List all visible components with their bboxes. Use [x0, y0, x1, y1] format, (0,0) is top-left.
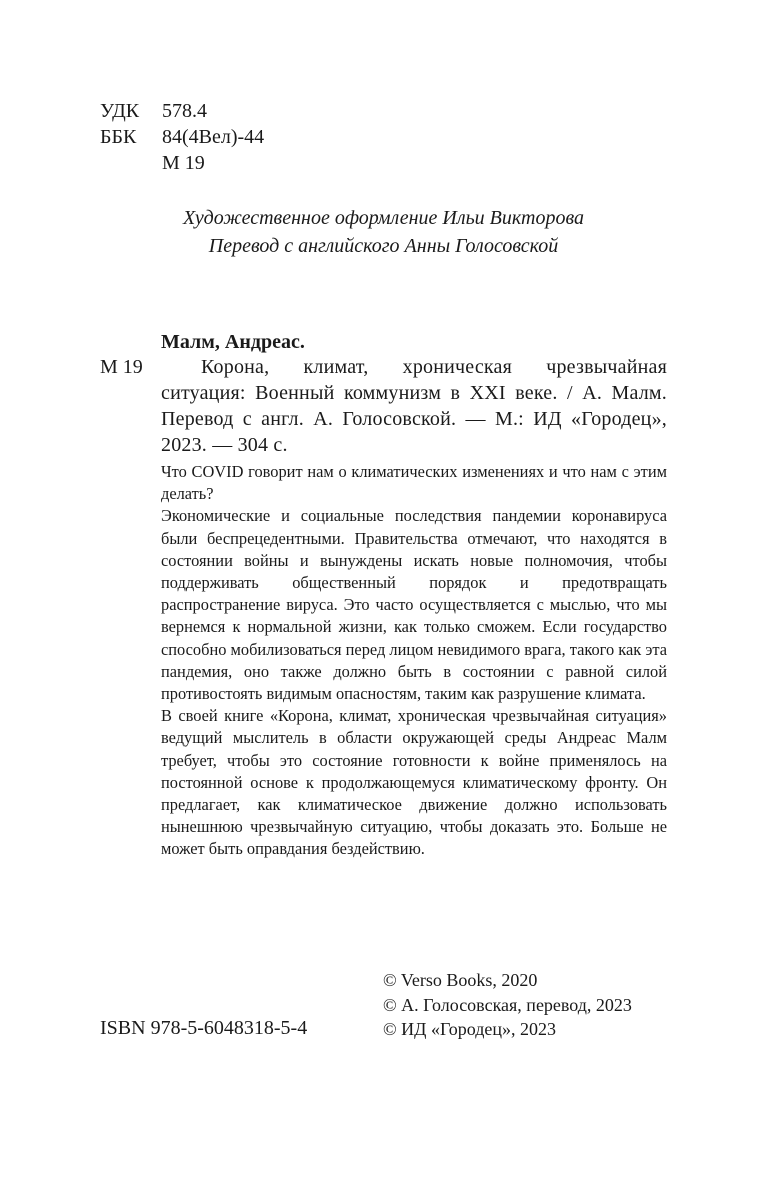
- isbn: ISBN 978-5-6048318-5-4: [100, 1017, 308, 1039]
- udk-row: [100, 98, 264, 124]
- classification-block: [100, 98, 264, 176]
- annotation: [161, 461, 667, 861]
- author-mark: М 19: [162, 152, 205, 174]
- annotation-paragraph: Экономические и социальные последствия пандемии коронавируса были беспрецедентными. Правительства отмечают, что находятся в состоянии войны и вынуждены искать новые полномочия, чтобы поддерживать общественный порядок и предотвращать распространение вируса. Это часто осуществляется с мыслью, что мы вернемся к нормальной жизни, как только сможем. Если государство способно мобилизоваться перед лицом невидимого врага, такого как эта пандемия, оно также должно быть в состоянии с равной силой противостоять видимым опасностям, таким как разрушение климата.: [161, 506, 668, 704]
- author-heading: Малм, Андреас.: [161, 331, 305, 353]
- credits-block: [100, 204, 667, 260]
- bbk-row: [100, 124, 264, 150]
- copyright-line: © А. Голосовская, перевод, 2023: [383, 994, 632, 1015]
- bibliographic-description: Корона, климат, хроническая чрезвычайная ситуация: Военный коммунизм в XXI веке. / А. Малм. Перевод с англ. А. Голосовской. — М.: ИД «Городец», 2023. — 304 с.: [161, 356, 667, 456]
- udk-label: УДК: [100, 100, 140, 122]
- author-mark-row: [100, 150, 264, 176]
- bbk-label: ББК: [100, 126, 137, 148]
- translation-credit: Перевод с английского Анны Голосовской: [208, 235, 559, 257]
- bbk-value: 84(4Вел)-44: [162, 126, 265, 148]
- copyright-block: [383, 968, 632, 1042]
- copyright-line: © Verso Books, 2020: [383, 970, 538, 990]
- copyright-line: © ИД «Городец», 2023: [383, 1019, 557, 1039]
- udk-value: 578.4: [162, 100, 207, 122]
- design-credit: Художественное оформление Ильи Викторова: [183, 207, 584, 229]
- cutter-mark: М 19: [100, 356, 143, 378]
- annotation-paragraph: Что COVID говорит нам о климатических изменениях и что нам с этим делать?: [161, 462, 667, 504]
- annotation-paragraph: В своей книге «Корона, климат, хроническая чрезвычайная ситуация» ведущий мыслитель в области окружающей среды Андреас Малм требует, чтобы это состояние готовности к войне применялось на постоянной основе к продолжающемуся климатическому фронту. Он предлагает, как климатическое движение должно использовать нынешнюю чрезвычайную ситуацию, чтобы доказать это. Больше не может быть оправдания бездействию.: [161, 706, 667, 859]
